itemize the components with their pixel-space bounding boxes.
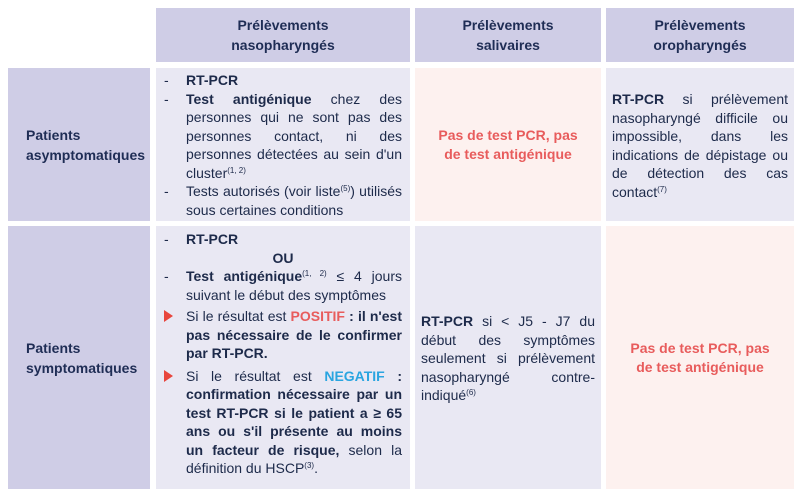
antigen-test-text: chez des personnes qui ne sont pas des personnes contact, ni des personnes détectées au sein d'un cluster	[186, 90, 402, 181]
authorized-tests-text-b: ) utilisés sous certaines conditions	[186, 183, 402, 218]
negative-text-d: .	[314, 460, 318, 476]
rtpcr-label: RT-PCR	[186, 231, 239, 247]
or-separator: OU	[272, 249, 294, 266]
header-oropharynges-label: Prélèvements oropharyngés	[653, 17, 747, 53]
asymptomatic-oro-cell	[606, 68, 794, 221]
list-item: - Test antigénique$^{(1, 2)}$ ≤ 4 jours suivant le début des symptômes	[164, 268, 403, 303]
asymptomatic-saliv-cell	[415, 68, 601, 221]
list-item: - Tests autorisés (voir liste$^{(5)}$) utilisés sous certaines conditions	[164, 183, 402, 218]
negative-word: NEGATIF	[324, 367, 385, 384]
positive-text-b: : il n'est pas nécessaire de le confirmer par RT-PCR.	[186, 308, 402, 361]
arrow-right-icon	[164, 370, 173, 382]
row-label-asymptomatic-text: Patients asymptomatiques	[26, 126, 146, 163]
header-salivaires	[415, 8, 601, 62]
footnote-ref: (6)	[466, 388, 476, 397]
rtpcr-label: RT-PCR	[421, 313, 474, 329]
footnote-ref: (1, 2)	[227, 165, 246, 175]
row-label-asymptomatic	[8, 68, 150, 221]
saliv-symptomatic-text	[421, 312, 595, 405]
authorized-tests-text-a: Tests autorisés (voir liste	[186, 183, 341, 199]
footnote-ref: (7)	[657, 184, 667, 194]
list-item-negative	[164, 367, 402, 478]
symptomatic-naso-cell	[156, 226, 410, 489]
saliv-symptomatic-body: si < J5 - J7 du début des symptômes seulement si prélèvement nasopharyngé contre-indiqué	[421, 313, 595, 403]
negative-text-a: Si le résultat est	[186, 367, 325, 384]
oro-asymptomatic-text	[612, 90, 788, 201]
rtpcr-label: RT-PCR	[186, 72, 239, 88]
list-item: - RT-PCR	[164, 72, 239, 88]
symptomatic-oro-cell	[606, 226, 794, 489]
symptomatic-saliv-cell	[415, 226, 601, 489]
header-salivaires-label: Prélèvements salivaires	[462, 17, 554, 53]
header-nasopharynges	[156, 8, 410, 62]
negative-text-b: : confirmation nécessaire par un test RT-PCR si le patient a ≥ 65 ans ou s'il présente au moins un facteur de risque,	[186, 367, 402, 458]
no-test-text: Pas de test PCR, pas de test antigénique	[438, 126, 578, 162]
arrow-right-icon	[164, 310, 173, 322]
footnote-ref: (5)	[340, 184, 351, 193]
header-oropharynges	[606, 8, 794, 62]
antigen-test-label: Test antigénique	[186, 90, 312, 107]
no-test-text: Pas de test PCR, pas de test antigénique	[630, 339, 770, 375]
list-item: - RT-PCR	[164, 231, 239, 247]
asymptomatic-naso-cell	[156, 68, 410, 221]
list-item-positive	[164, 307, 402, 363]
positive-word: POSITIF	[290, 308, 345, 324]
rtpcr-label: RT-PCR	[612, 91, 665, 107]
negative-text-c: selon la définition du HSCP	[186, 441, 402, 476]
row-label-symptomatic-text: Patients symptomatiques	[26, 339, 138, 376]
list-item: - Test antigénique chez des personnes qui ne sont pas des personnes contact, ni des personnes détectées au sein d'un cluster$^{(1, 2)}$	[164, 90, 402, 181]
header-nasopharynges-label: Prélèvements nasopharyngés	[231, 17, 335, 53]
footnote-ref: (3)	[304, 461, 315, 470]
positive-text-a: Si le résultat est	[186, 308, 291, 324]
antigen-test-label: Test antigénique	[186, 268, 303, 284]
oro-asymptomatic-body: si prélèvement nasopharyngé difficile ou impossible, dans les indications de dépistage ou de détection des cas contact	[612, 91, 788, 200]
antigen-test-text: ≤ 4 jours suivant le début des symptômes	[186, 268, 403, 303]
footnote-ref: (1, 2)	[302, 269, 327, 278]
row-label-symptomatic	[8, 226, 150, 489]
